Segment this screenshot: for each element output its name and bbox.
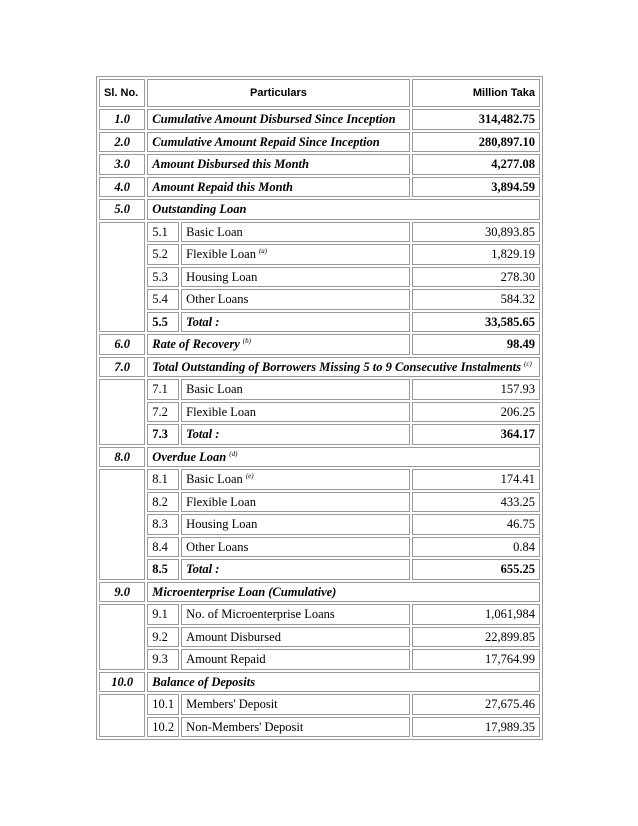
header-sl-no: Sl. No. xyxy=(99,79,145,107)
sub-value: 278.30 xyxy=(412,267,540,288)
loan-summary-table xyxy=(96,76,543,740)
sub-label: Flexible Loan xyxy=(181,402,409,423)
sub-row xyxy=(99,604,540,625)
sub-row xyxy=(99,717,540,738)
sub-label: Housing Loan xyxy=(181,514,409,535)
sub-row xyxy=(99,514,540,535)
sub-row xyxy=(99,379,540,400)
footnote-marker: (e) xyxy=(245,472,254,481)
row-sl-no: 10.0 xyxy=(99,672,145,693)
sub-label: Members' Deposit xyxy=(181,694,409,715)
row-particular: Amount Repaid this Month xyxy=(147,177,409,198)
section-title: Balance of Deposits xyxy=(147,672,540,693)
sub-number: 9.3 xyxy=(147,649,179,670)
footnote-marker: (c) xyxy=(524,359,532,368)
sub-value: 17,764.99 xyxy=(412,649,540,670)
row-sl-no: 6.0 xyxy=(99,334,145,355)
table-row xyxy=(99,199,540,220)
sub-value: 157.93 xyxy=(412,379,540,400)
sub-row xyxy=(99,694,540,715)
empty-cell xyxy=(99,469,145,580)
sub-number: 8.5 xyxy=(147,559,179,580)
sub-value: 17,989.35 xyxy=(412,717,540,738)
row-value: 98.49 xyxy=(412,334,540,355)
sub-label: Other Loans xyxy=(181,537,409,558)
sub-number: 7.2 xyxy=(147,402,179,423)
sub-row xyxy=(99,222,540,243)
sub-value: 174.41 xyxy=(412,469,540,490)
sub-value: 655.25 xyxy=(412,559,540,580)
row-value: 4,277.08 xyxy=(412,154,540,175)
sub-row xyxy=(99,469,540,490)
sub-label: Housing Loan xyxy=(181,267,409,288)
row-value: 280,897.10 xyxy=(412,132,540,153)
empty-cell xyxy=(99,222,145,333)
table-row xyxy=(99,154,540,175)
header-particulars: Particulars xyxy=(147,79,409,107)
empty-cell xyxy=(99,604,145,670)
sub-number: 9.2 xyxy=(147,627,179,648)
sub-number: 7.3 xyxy=(147,424,179,445)
section-title xyxy=(147,447,540,468)
sub-label: Non-Members' Deposit xyxy=(181,717,409,738)
footnote-marker: (a) xyxy=(258,247,268,256)
sub-label: Amount Disbursed xyxy=(181,627,409,648)
sub-label: Flexible Loan xyxy=(181,492,409,513)
sub-row xyxy=(99,627,540,648)
table-row xyxy=(99,582,540,603)
empty-cell xyxy=(99,379,145,445)
sub-value: 364.17 xyxy=(412,424,540,445)
sub-row xyxy=(99,537,540,558)
sub-number: 5.2 xyxy=(147,244,179,265)
sub-row xyxy=(99,244,540,265)
sub-number: 9.1 xyxy=(147,604,179,625)
sub-label: Basic Loan xyxy=(181,379,409,400)
sub-value: 1,829.19 xyxy=(412,244,540,265)
sub-number: 8.3 xyxy=(147,514,179,535)
sub-number: 10.2 xyxy=(147,717,179,738)
table-row xyxy=(99,672,540,693)
table-row xyxy=(99,177,540,198)
sub-label: No. of Microenterprise Loans xyxy=(181,604,409,625)
section-title xyxy=(147,357,540,378)
row-sl-no: 3.0 xyxy=(99,154,145,175)
section-title-text: Overdue Loan xyxy=(152,449,227,464)
sub-value: 22,899.85 xyxy=(412,627,540,648)
sub-label-text: Flexible Loan xyxy=(186,247,256,262)
sub-number: 8.1 xyxy=(147,469,179,490)
section-title: Microenterprise Loan (Cumulative) xyxy=(147,582,540,603)
sub-number: 5.5 xyxy=(147,312,179,333)
footnote-marker: (b) xyxy=(242,337,251,346)
sub-number: 5.1 xyxy=(147,222,179,243)
sub-label: Other Loans xyxy=(181,289,409,310)
row-particular: Cumulative Amount Repaid Since Inception xyxy=(147,132,409,153)
sub-label: Total : xyxy=(181,424,409,445)
row-sl-no: 4.0 xyxy=(99,177,145,198)
sub-value: 433.25 xyxy=(412,492,540,513)
sub-value: 27,675.46 xyxy=(412,694,540,715)
sub-total-row xyxy=(99,312,540,333)
section-title-text: Total Outstanding of Borrowers Missing 5 to 9 Consecutive Instalments xyxy=(152,359,522,374)
row-sl-no: 2.0 xyxy=(99,132,145,153)
sub-number: 7.1 xyxy=(147,379,179,400)
row-sl-no: 5.0 xyxy=(99,199,145,220)
sub-row xyxy=(99,649,540,670)
sub-value: 584.32 xyxy=(412,289,540,310)
table-header-row xyxy=(99,79,540,107)
sub-number: 10.1 xyxy=(147,694,179,715)
footnote-marker: (d) xyxy=(229,449,238,458)
table-row xyxy=(99,357,540,378)
row-value: 3,894.59 xyxy=(412,177,540,198)
sub-number: 5.4 xyxy=(147,289,179,310)
sub-value: 1,061,984 xyxy=(412,604,540,625)
row-sl-no: 9.0 xyxy=(99,582,145,603)
sub-row xyxy=(99,289,540,310)
sub-label: Amount Repaid xyxy=(181,649,409,670)
table-row xyxy=(99,109,540,130)
sub-label: Total : xyxy=(181,312,409,333)
row-value: 314,482.75 xyxy=(412,109,540,130)
sub-value: 46.75 xyxy=(412,514,540,535)
sub-label: Basic Loan xyxy=(181,222,409,243)
sub-label xyxy=(181,469,409,490)
table-row xyxy=(99,447,540,468)
sub-value: 206.25 xyxy=(412,402,540,423)
row-particular xyxy=(147,334,409,355)
table-row xyxy=(99,334,540,355)
sub-row xyxy=(99,267,540,288)
sub-value: 0.84 xyxy=(412,537,540,558)
sub-row xyxy=(99,492,540,513)
header-million-taka: Million Taka xyxy=(412,79,540,107)
sub-value: 30,893.85 xyxy=(412,222,540,243)
sub-total-row xyxy=(99,424,540,445)
sub-label-text: Basic Loan xyxy=(186,472,243,487)
sub-label xyxy=(181,244,409,265)
sub-total-row xyxy=(99,559,540,580)
empty-cell xyxy=(99,694,145,737)
row-particular: Amount Disbursed this Month xyxy=(147,154,409,175)
row-particular: Cumulative Amount Disbursed Since Inception xyxy=(147,109,409,130)
sub-number: 8.2 xyxy=(147,492,179,513)
section-title: Outstanding Loan xyxy=(147,199,540,220)
sub-number: 5.3 xyxy=(147,267,179,288)
sub-row xyxy=(99,402,540,423)
row-sl-no: 8.0 xyxy=(99,447,145,468)
row-sl-no: 1.0 xyxy=(99,109,145,130)
row-sl-no: 7.0 xyxy=(99,357,145,378)
sub-value: 33,585.65 xyxy=(412,312,540,333)
row-particular-text: Rate of Recovery xyxy=(152,337,240,352)
sub-number: 8.4 xyxy=(147,537,179,558)
sub-label: Total : xyxy=(181,559,409,580)
table-row xyxy=(99,132,540,153)
